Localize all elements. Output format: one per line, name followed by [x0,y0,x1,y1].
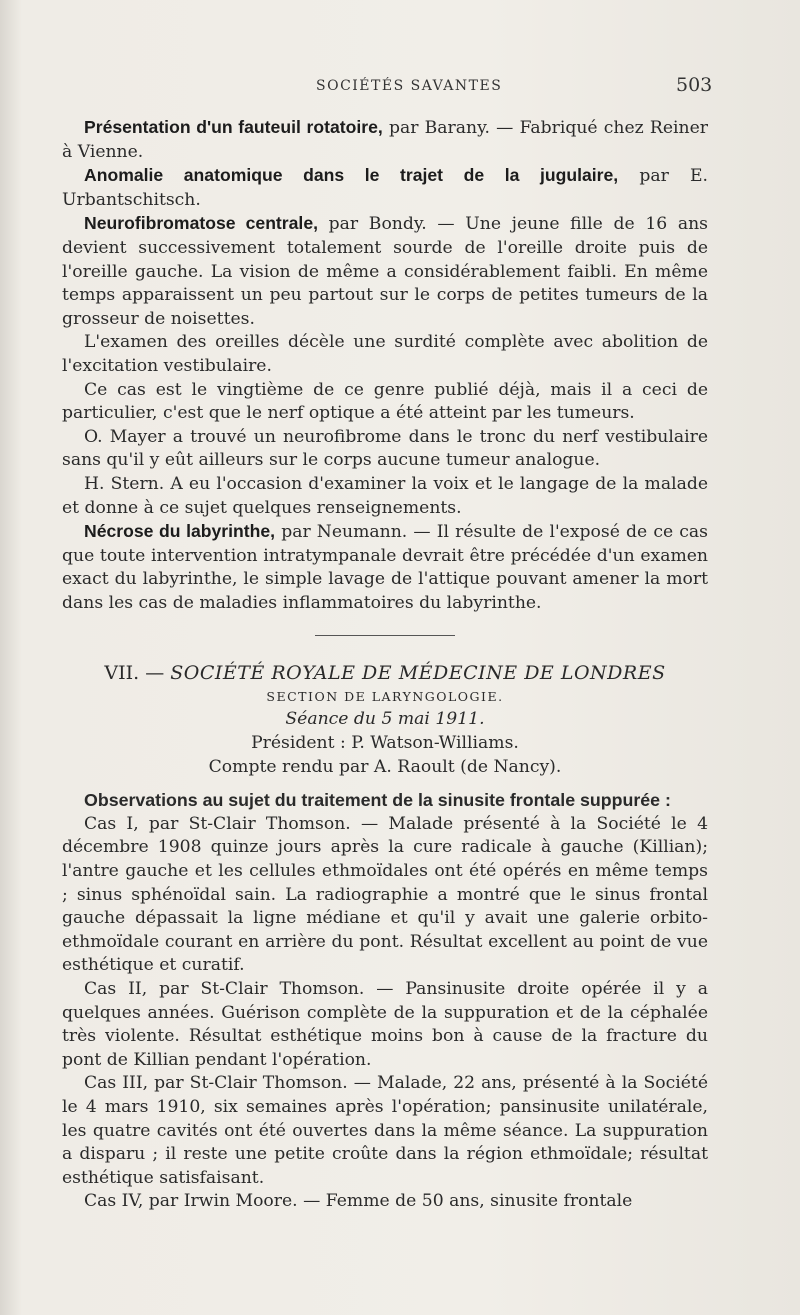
paragraph-stern [62,473,708,520]
paragraph-text: par E. Urbantschitsch. [62,166,709,210]
paragraph-barany [62,116,708,164]
president-line: Président : P. Watson-Williams. [251,733,519,754]
case-4: Cas IV, par Irwin Moore. — Femme de 50 ans, sinusite frontale [84,1191,633,1212]
case-2: Cas II, par St-Clair Thomson. — Pansinusite droite opérée il y a quelques années. Guérison complète de la suppuration et de la céphalée très violente. Résultat esthétique moins bon à cause de la fracture du pont de Killian pendant l'opération. [62,979,708,1070]
case-1: Cas I, par St-Clair Thomson. — Malade présenté à la Société le 4 décembre 1908 quinze jours après la cure radicale à gauche (Killian); l'antre gauche et les cellules ethmoïdales ont été opérés en même temps ; sinus sphénoïdal sain. La radiographie a montré que le sinus frontal gauche dépassait la ligne médiane et qu'il y avait une galerie orbito-ethmoïdale courant en arrière du pont. Résultat excellent au point de vue esthétique et curatif. [62,813,708,976]
paragraph-title: Anomalie anatomique dans le trajet de la jugulaire, [84,165,619,186]
paragraph-urbantschitsch [62,164,708,212]
paragraph-text: par Barany. — Fabriqué chez Reiner à Vienne. [62,118,708,162]
subsection-title: SECTION DE LARYNGOLOGIE. [266,689,504,705]
paragraph-title: Neurofibromatose centrale, [84,213,318,234]
paragraph-bondy [62,212,708,331]
paragraph-vingtieme [62,379,708,426]
paragraph-title: Nécrose du labyrinthe, [84,521,276,542]
paragraph-mayer [62,426,708,473]
paragraph-examen [62,331,708,378]
page-header [0,76,800,98]
section-title [62,660,708,686]
paragraph-neumann [62,520,708,615]
case-3: Cas III, par St-Clair Thomson. — Malade, 22 ans, présenté à la Société le 4 mars 1910, six semaines après l'opération; pansinusite unilatérale, les quatre cavités ont été ouvertes dans la même séance. La suppuration a disparu ; il reste une petite croûte dans la région ethmoïdale; résultat esthétique satisfaisant. [62,1073,708,1188]
paragraph-text: L'examen des oreilles décèle une surdité complète avec abolition de l'excitation vestibulaire. [62,332,708,376]
paragraph-text: H. Stern. A eu l'occasion d'examiner la voix et le langage de la malade et donne à ce sujet quelques renseignements. [62,473,708,518]
section-name: SOCIÉTÉ ROYALE DE MÉDECINE DE LONDRES [170,662,666,685]
paragraph-text: par Neumann. — Il résulte de l'exposé de ce cas que toute intervention intratympanale devrait être précédée d'un examen exact du labyrinthe, le simple lavage de l'attique pouvant amener la mort dans les cas de maladies inflammatoires du labyrinthe. [62,522,708,613]
observations-heading: Observations au sujet du traitement de la sinusite frontale suppurée : [84,790,671,811]
running-title: SOCIÉTÉS SAVANTES [316,78,503,94]
paragraph-text: Ce cas est le vingtième de ce genre publié déjà, mais il a ceci de particulier, c'est que le nerf optique a été atteint par les tumeurs. [62,379,708,424]
section-divider [315,635,455,636]
body-text [62,116,708,1214]
paragraph-text: O. Mayer a trouvé un neurofibrome dans le tronc du nerf vestibulaire sans qu'il y eût ailleurs sur le corps aucune tumeur analogue. [62,426,708,471]
section-number: VII. — [104,662,165,685]
page-number: 503 [676,74,713,96]
compte-rendu-line: Compte rendu par A. Raoult (de Nancy). [208,756,562,777]
seance-date: Séance du 5 mai 1911. [285,709,485,730]
paragraph-text: par Bondy. — Une jeune fille de 16 ans devient successivement totalement sourde de l'oreille droite puis de l'oreille gauche. La vision de même a considérablement faibli. En même temps apparaissent un peu partout sur le corps de petites tumeurs de la grosseur de noisettes. [62,214,708,329]
paragraph-title: Présentation d'un fauteuil rotatoire, [84,117,383,137]
